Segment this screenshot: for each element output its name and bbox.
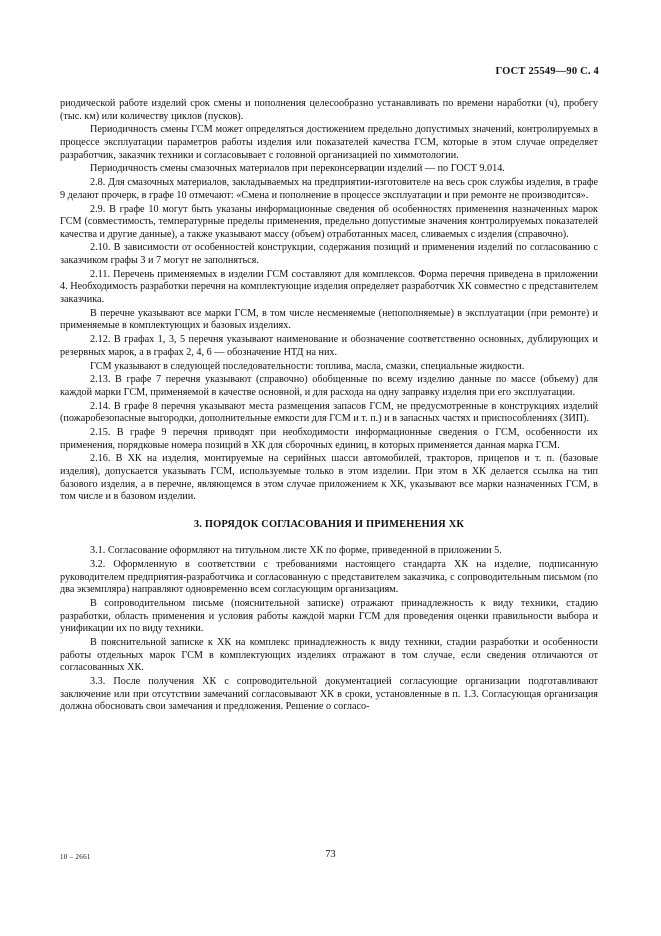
paragraph: В перечне указывают все марки ГСМ, в том числе несменяемые (непополняемые) в эксплуатации (при ремонте) и применяемые в комплектующих и базовых изделиях. (60, 307, 598, 332)
page-header: ГОСТ 25549—90 С. 4 (495, 66, 599, 77)
paragraph: Периодичность смены смазочных материалов при переконсервации изделий — по ГОСТ 9.014. (90, 163, 505, 175)
paragraph-2-13: 2.13. В графе 7 перечня указывают (справочно) обобщенные по всему изделию данные по массе (объему) для каждой марки ГСМ, применяемой в качестве основной, и для расхода на одну заправку изделия при его эксплуатации. (60, 374, 598, 398)
paragraph: Периодичность смены ГСМ может определяться достижением предельно допустимых значений, контролируемых в процессе эксплуатации параметров работы изделия или показателей качества ГСМ, которые в этом случае определяет разработчик, заказчик техники и согласовывает с головной организацией по химмотологии. (60, 124, 598, 161)
paragraph-2-8: 2.8. Для смазочных материалов, закладываемых на предприятии-изготовителе на весь срок службы изделия, в графе 9 делают прочерк, в графе 10 отмечают: «Смена и пополнение в процессе эксплуатации и при ремонте не производится». (60, 177, 598, 201)
paragraph-3-2: 3.2. Оформленную в соответствии с требованиями настоящего стандарта ХК на изделие, подписанную руководителем предприятия-разработчика и согласованную с представителем заказчика, с сопроводительным письмом (по два экземпляра) направляют одновременно всем согласующим организациям. (60, 559, 598, 596)
paragraph: В пояснительной записке к ХК на комплекс принадлежность к виду техники, стадии разработки и особенности работы отдельных марок ГСМ в комплектующих изделиях отражают в том случае, если сведения отличаются от согласованных ХК. (60, 637, 598, 674)
paragraph-3-1: 3.1. Согласование оформляют на титульном листе ХК по форме, приведенной в приложении 5. (90, 545, 502, 557)
print-code: 10 – 2661 (60, 853, 91, 861)
page-number: 73 (325, 849, 336, 860)
paragraph-3-3: 3.3. После получения ХК с сопроводительной документацией согласующие организации подготавливают заключение или при отсутствии замечаний согласовывают ХК в сроки, установленные в п. 1.3. Согласующая организация должна обосновать свои замечания и предложения. Решение о согласо- (60, 676, 598, 713)
paragraph: ГСМ указывают в следующей последовательности: топлива, масла, смазки, специальные жидкости. (90, 360, 525, 372)
section-3-heading: 3. ПОРЯДОК СОГЛАСОВАНИЯ И ПРИМЕНЕНИЯ ХК (193, 518, 465, 530)
paragraph-2-10: 2.10. В зависимости от особенностей конструкции, содержания позиций и применения изделий по согласованию с заказчиком графы 3 и 7 могут не заполняться. (60, 242, 598, 267)
paragraph: В сопроводительном письме (пояснительной записке) отражают принадлежность к виду техники, стадию разработки, область применения и условия работы каждой марки ГСМ для проведения оценки правильности выбора и унификации их по виду техники. (60, 598, 598, 635)
paragraph-2-12: 2.12. В графах 1, 3, 5 перечня указывают наименование и обозначение соответственно основных, дублирующих и резервных марок, а в графах 2, 4, 6 — обозначение НТД на них. (60, 334, 598, 358)
paragraph-2-11: 2.11. Перечень применяемых в изделии ГСМ составляют для комплексов. Форма перечня приведена в приложении 4. Необходимость разработки перечня на комплектующие изделия определяет разработчик ХК совместно с представителем заказчика. (60, 268, 598, 306)
document-body (60, 98, 598, 715)
paragraph: риодической работе изделий срок смены и пополнения целесообразно устанавливать по времени наработки (ч), пробегу (тыс. км) или количеству циклов (пусков). (60, 98, 598, 122)
paragraph-2-14: 2.14. В графе 8 перечня указывают места размещения запасов ГСМ, не предусмотренные в конструкциях изделий (пожаробезопасные выгородки, дополнительные емкости для ГСМ и т. п.) и в запасных частях и приспособлениях (ЗИП). (60, 400, 598, 425)
paragraph-2-15: 2.15. В графе 9 перечня приводят при необходимости информационные сведения о ГСМ, особенности их применения, порядковые номера позиций в ХК для сборочных единиц, в которых применяется данная марка ГСМ. (60, 427, 598, 451)
paragraph-2-9: 2.9. В графе 10 могут быть указаны информационные сведения об особенностях применения назначенных марок ГСМ (совместимость, температурные пределы применения, предельно допустимые значения контролируемых показателей качества и другие данные), а также указывают массу (объем) отработанных масел, сливаемых с изделия (справочно). (60, 203, 598, 240)
paragraph-2-16: 2.16. В ХК на изделия, монтируемые на серийных шасси автомобилей, тракторов, прицепов и т. п. (базовые изделия), допускается указывать ГСМ, используемые только в этом изделии. При этом в ХК делается ссылка на тип базового изделия, а в перечне, являющемся в этом случае приложением к ХК, указывают все марки назначенных ГСМ, в том числе и в базовом изделии. (60, 453, 598, 503)
